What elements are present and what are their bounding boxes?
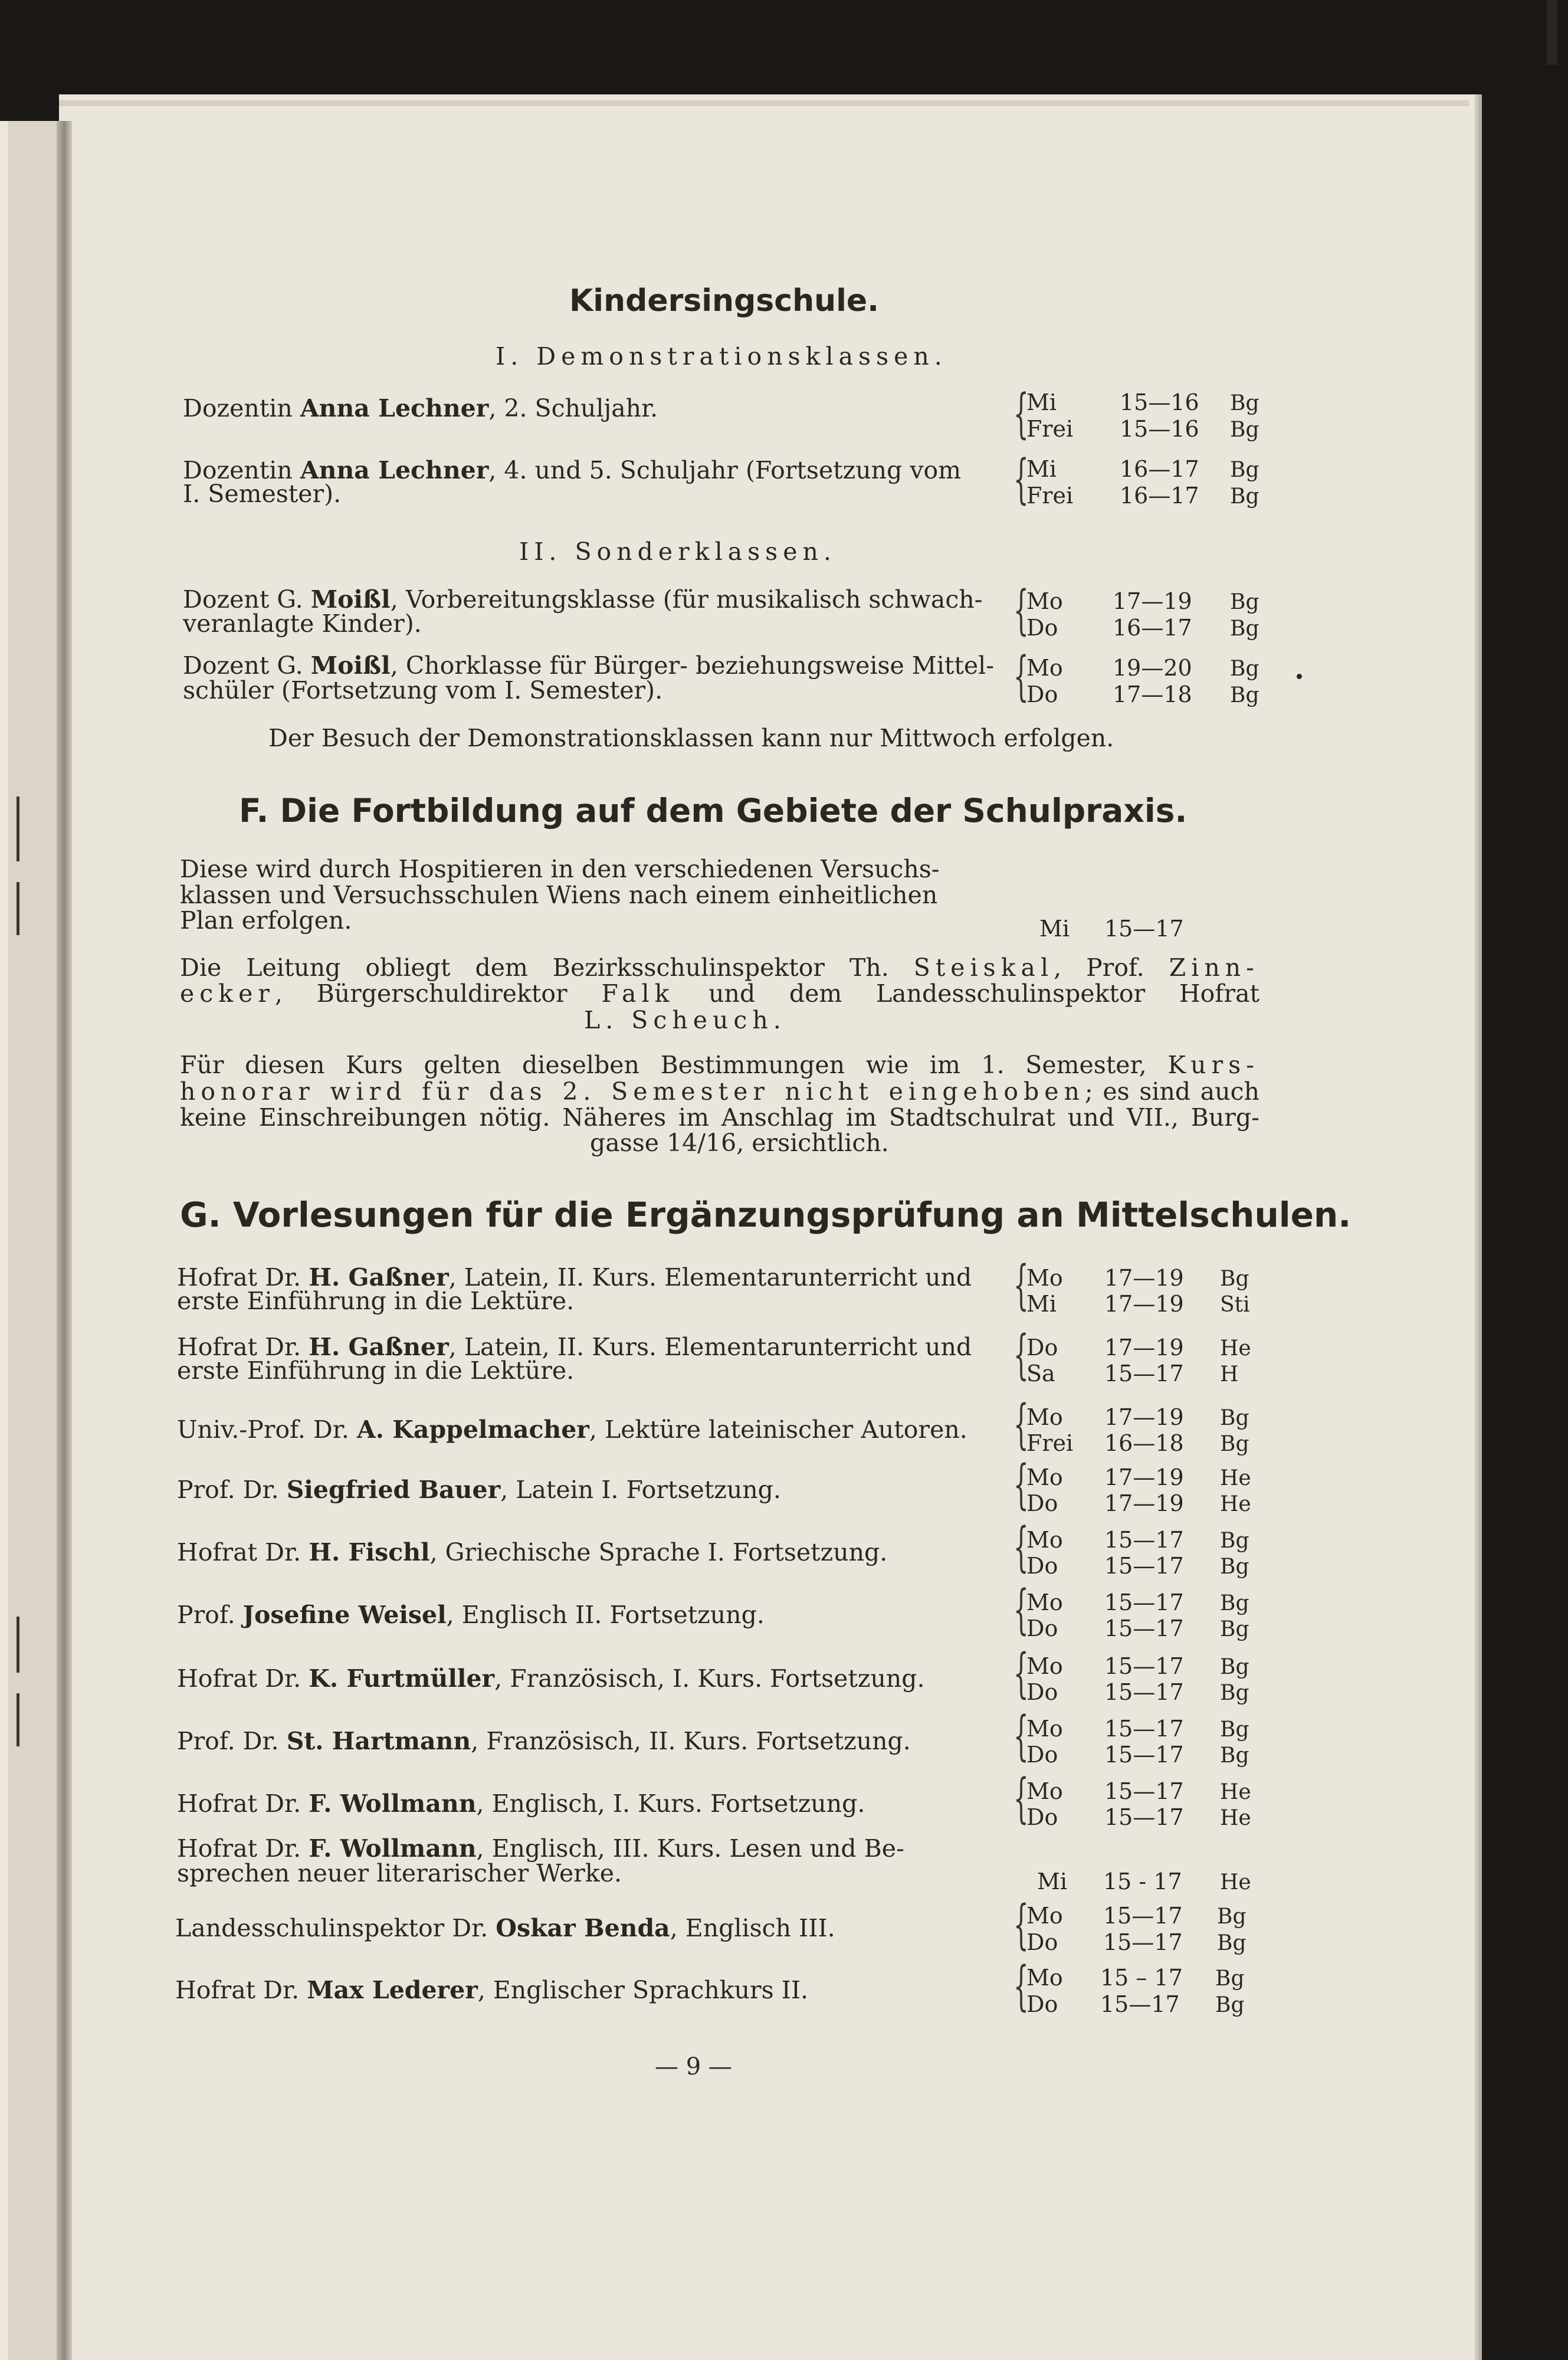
brace: { (1013, 1768, 1029, 1830)
entry-description: , Englisch II. Fortsetzung. (446, 1601, 765, 1629)
schedule-room: Bg (1217, 1931, 1246, 1955)
brace: { (1013, 579, 1029, 641)
schedule-day: Do (1026, 1553, 1058, 1579)
schedule-day: Mo (1026, 1716, 1063, 1742)
schedule-day: Do (1026, 1804, 1058, 1830)
schedule-day: Sa (1026, 1361, 1055, 1386)
schedule-day: Frei (1026, 416, 1074, 442)
schedule-time: 15 – 17 (1100, 1965, 1183, 1991)
entry-description: , Latein, II. Kurs. Elementarunterricht und (448, 1263, 972, 1292)
paragraph-line: Plan erfolgen. (180, 906, 352, 935)
schedule-day: Mo (1026, 588, 1063, 614)
entry-text (177, 1601, 765, 1629)
schedule-time: 16—18 (1104, 1430, 1184, 1456)
entry-text: Hofrat Dr. Max Lederer, Englischer Sprachkurs II. (175, 1976, 809, 2004)
schedule-room: Bg (1220, 1267, 1249, 1291)
paragraph-line: honorar wird für das 2. Semester nicht eingehoben; es sind auch (180, 1077, 1259, 1106)
schedule-room: Bg (1230, 484, 1259, 509)
schedule-time: 15—17 (1104, 1653, 1184, 1679)
schedule-time: 17—19 (1104, 1291, 1184, 1317)
schedule-room: He (1220, 1780, 1251, 1804)
schedule-day: Mo (1026, 1965, 1063, 1991)
lecturer-name: Siegfried Bauer (286, 1476, 501, 1504)
entry-text-continued: I. Semester). (183, 480, 342, 508)
entry-text: Dozent G. Moißl, Vorbereitungsklasse (für musikalisch schwach- (183, 585, 983, 614)
entry-prefix: Hofrat Dr. (177, 1789, 309, 1818)
entry-text-continued: erste Einführung in die Lektüre. (177, 1356, 575, 1385)
entry-prefix: Hofrat Dr. (177, 1333, 309, 1361)
schedule-day: Do (1026, 1742, 1058, 1768)
schedule-room: H (1220, 1362, 1239, 1386)
lecturer-name: H. Gaßner (309, 1333, 449, 1361)
entry-text (177, 1790, 865, 1818)
entry-text-continued: veranlagte Kinder). (183, 609, 422, 638)
paragraph-line: Diese wird durch Hospitieren in den verschiedenen Versuchs- (180, 855, 940, 883)
entry-description: , Griechische Sprache I. Fortsetzung. (429, 1538, 888, 1566)
paragraph-line: klassen und Versuchsschulen Wiens nach einem einheitlichen (180, 881, 938, 909)
section-heading: G. Vorlesungen für die Ergänzungsprüfung an Mittelschulen. (180, 1195, 1352, 1235)
schedule-time: 15—17 (1104, 1553, 1184, 1579)
entry-text (177, 1416, 967, 1444)
lecturer-name: K. Furtmüller (309, 1664, 495, 1693)
schedule-time: 15—17 (1104, 1742, 1184, 1768)
brace: { (1013, 1324, 1029, 1386)
schedule-room: Bg (1220, 1432, 1249, 1456)
schedule-day: Mo (1026, 1265, 1063, 1291)
schedule-room: Bg (1220, 1681, 1249, 1705)
schedule-day: Mo (1026, 1464, 1063, 1490)
schedule-room: Bg (1230, 657, 1259, 681)
schedule-day: Mi (1039, 916, 1070, 942)
entry-text: Dozentin Anna Lechner, 2. Schuljahr. (183, 394, 658, 422)
entry-description: , Englisch, I. Kurs. Fortsetzung. (476, 1789, 865, 1818)
schedule-time: 15—17 (1104, 1716, 1184, 1742)
schedule-day: Mi (1026, 389, 1057, 415)
schedule-room: Bg (1220, 1617, 1249, 1641)
entry-text: Landesschulinspektor Dr. Oskar Benda, Englisch III. (175, 1914, 835, 1942)
schedule-time: 16—17 (1120, 483, 1199, 509)
schedule-time: 17—19 (1104, 1265, 1184, 1291)
paragraph-line: gasse 14/16, ersichtlich. (590, 1129, 889, 1157)
schedule-room: Bg (1220, 1555, 1249, 1579)
section-heading: Kindersingschule. (569, 283, 879, 319)
schedule-day: Mi (1026, 1291, 1057, 1317)
schedule-day: Mo (1026, 1653, 1063, 1679)
entry-prefix: Prof. Dr. (177, 1727, 287, 1755)
schedule-day: Mo (1026, 1527, 1063, 1553)
schedule-time: 17—19 (1104, 1335, 1184, 1361)
schedule-room: Bg (1215, 1966, 1245, 1991)
schedule-room: He (1220, 1492, 1251, 1516)
page-number: — 9 — (655, 2053, 732, 2080)
schedule-day: Mo (1026, 655, 1063, 681)
schedule-time: 15—16 (1120, 389, 1199, 415)
subheading-demonstration: I. Demonstrationsklassen. (496, 342, 947, 371)
lecturer-name: St. Hartmann (286, 1727, 471, 1755)
brace: { (1013, 1394, 1029, 1456)
schedule-room: Bg (1230, 590, 1259, 614)
entry-prefix: Hofrat Dr. (177, 1538, 309, 1566)
schedule-room: Bg (1230, 458, 1259, 482)
schedule-time: 15—17 (1103, 1929, 1183, 1955)
schedule-time: 16—17 (1113, 615, 1192, 641)
brace: { (1013, 448, 1029, 510)
paragraph-line: ecker, Bürgerschuldirektor Falk und dem Landesschulinspektor Hofrat (180, 979, 1260, 1008)
paragraph-line: keine Einschreibungen nötig. Näheres im Anschlag im Stadtschulrat und VII., Burg- (180, 1103, 1259, 1132)
entry-description: , Latein I. Fortsetzung. (500, 1476, 781, 1504)
schedule-time: 15 - 17 (1103, 1869, 1182, 1894)
note-text: Der Besuch der Demonstrationsklassen kann nur Mittwoch erfolgen. (268, 724, 1114, 752)
entry-description: , Latein, II. Kurs. Elementarunterricht und (448, 1333, 972, 1361)
schedule-room: Sti (1220, 1293, 1250, 1317)
brace: { (1013, 1254, 1029, 1316)
entry-text: Hofrat Dr. F. Wollmann, Englisch, III. Kurs. Lesen und Be- (177, 1834, 904, 1863)
schedule-room: Bg (1220, 1717, 1249, 1742)
entry-prefix: Hofrat Dr. (177, 1263, 309, 1292)
schedule-day: Do (1026, 1679, 1058, 1705)
entry-description: , Lektüre lateinischer Autoren. (589, 1415, 967, 1444)
lecturer-name: H. Gaßner (309, 1263, 449, 1292)
entry-prefix: Hofrat Dr. (177, 1664, 309, 1693)
schedule-time: 19—20 (1113, 655, 1192, 681)
schedule-room: Bg (1217, 1905, 1246, 1929)
schedule-room: Bg (1220, 1529, 1249, 1553)
schedule-time: 15—17 (1104, 1804, 1184, 1830)
schedule-room: He (1220, 1466, 1251, 1490)
entry-prefix: Prof. Dr. (177, 1476, 287, 1504)
entry-text (177, 1665, 925, 1693)
schedule-day: Do (1026, 1490, 1058, 1516)
schedule-day: Frei (1026, 1430, 1074, 1456)
brace: { (1013, 1894, 1029, 1956)
schedule-day: Do (1026, 615, 1058, 641)
schedule-day: Mi (1037, 1869, 1068, 1894)
schedule-time: 17—19 (1104, 1404, 1184, 1430)
schedule-day: Mo (1026, 1404, 1063, 1430)
schedule-time: 17—18 (1113, 681, 1192, 707)
schedule-day: Mo (1026, 1778, 1063, 1804)
schedule-time: 15—17 (1104, 916, 1184, 942)
schedule-day: Do (1026, 1335, 1058, 1361)
schedule-time: 15—17 (1104, 1679, 1184, 1705)
schedule-day: Do (1026, 1991, 1058, 2017)
entry-prefix: Prof. (177, 1601, 243, 1629)
schedule-time: 16—17 (1120, 456, 1199, 482)
schedule-day: Frei (1026, 483, 1074, 509)
schedule-room: Bg (1230, 391, 1259, 415)
entry-text: Dozentin Anna Lechner, 4. und 5. Schuljahr (Fortsetzung vom (183, 456, 962, 484)
schedule-room: Bg (1230, 683, 1259, 707)
entry-text (177, 1539, 887, 1566)
lecturer-name: A. Kappelmacher (356, 1415, 589, 1444)
brace: { (1013, 1955, 1029, 2017)
schedule-time: 15—17 (1104, 1615, 1184, 1641)
schedule-room: He (1220, 1806, 1251, 1830)
schedule-room: Bg (1220, 1655, 1249, 1679)
schedule-room: Bg (1230, 617, 1259, 641)
schedule-room: He (1220, 1870, 1251, 1894)
schedule-time: 15—17 (1104, 1778, 1184, 1804)
schedule-time: 15—17 (1104, 1589, 1184, 1615)
brace: { (1013, 1579, 1029, 1641)
paragraph-line: Für diesen Kurs gelten dieselben Bestimmungen wie im 1. Semester, Kurs- (180, 1051, 1259, 1079)
schedule-day: Mo (1026, 1589, 1063, 1615)
schedule-day: Do (1026, 1929, 1058, 1955)
schedule-time: 15—17 (1104, 1361, 1184, 1386)
brace: { (1013, 1643, 1029, 1705)
schedule-room: Bg (1230, 418, 1259, 442)
schedule-time: 15—17 (1104, 1527, 1184, 1553)
brace: { (1013, 1454, 1029, 1516)
schedule-room: Bg (1220, 1591, 1249, 1615)
schedule-day: Mi (1026, 456, 1057, 482)
entry-text-continued: schüler (Fortsetzung vom I. Semester). (183, 676, 663, 704)
entry-description: , Französisch, II. Kurs. Fortsetzung. (471, 1727, 911, 1755)
lecturer-name: F. Wollmann (309, 1789, 477, 1818)
brace: { (1013, 1705, 1029, 1767)
schedule-time: 15—16 (1120, 416, 1199, 442)
schedule-day: Do (1026, 1615, 1058, 1641)
paragraph-line: Die Leitung obliegt dem Bezirksschulinspektor Th. Steiskal, Prof. Zinn- (180, 953, 1259, 982)
lecturer-name: Josefine Weisel (242, 1601, 447, 1629)
entry-text (177, 1476, 781, 1504)
schedule-room: Bg (1220, 1743, 1249, 1768)
schedule-time: 15—17 (1100, 1991, 1180, 2017)
schedule-time: 17—19 (1104, 1464, 1184, 1490)
schedule-time: 15—17 (1103, 1903, 1183, 1929)
subheading-special: II. Sonderklassen. (519, 537, 837, 566)
brace: { (1013, 383, 1029, 445)
schedule-room: He (1220, 1336, 1251, 1361)
entry-text: Dozent G. Moißl, Chorklasse für Bürger- beziehungsweise Mittel- (183, 651, 995, 680)
schedule-room: Bg (1215, 1993, 1245, 2017)
entry-text-continued: sprechen neuer literarischer Werke. (177, 1859, 622, 1887)
schedule-time: 17—19 (1104, 1490, 1184, 1516)
entry-text (177, 1728, 911, 1755)
section-heading: F. Die Fortbildung auf dem Gebiete der Schulpraxis. (239, 792, 1188, 830)
brace: { (1013, 645, 1029, 707)
paragraph-line: L. Scheuch. (584, 1006, 786, 1034)
entry-prefix: Univ.-Prof. Dr. (177, 1415, 357, 1444)
entry-text-continued: erste Einführung in die Lektüre. (177, 1287, 575, 1315)
schedule-time: 17—19 (1113, 588, 1192, 614)
schedule-day: Mo (1026, 1903, 1063, 1929)
brace: { (1013, 1516, 1029, 1578)
lecturer-name: H. Fischl (309, 1538, 430, 1566)
entry-description: , Französisch, I. Kurs. Fortsetzung. (494, 1664, 925, 1693)
schedule-day: Do (1026, 681, 1058, 707)
schedule-room: Bg (1220, 1406, 1249, 1430)
